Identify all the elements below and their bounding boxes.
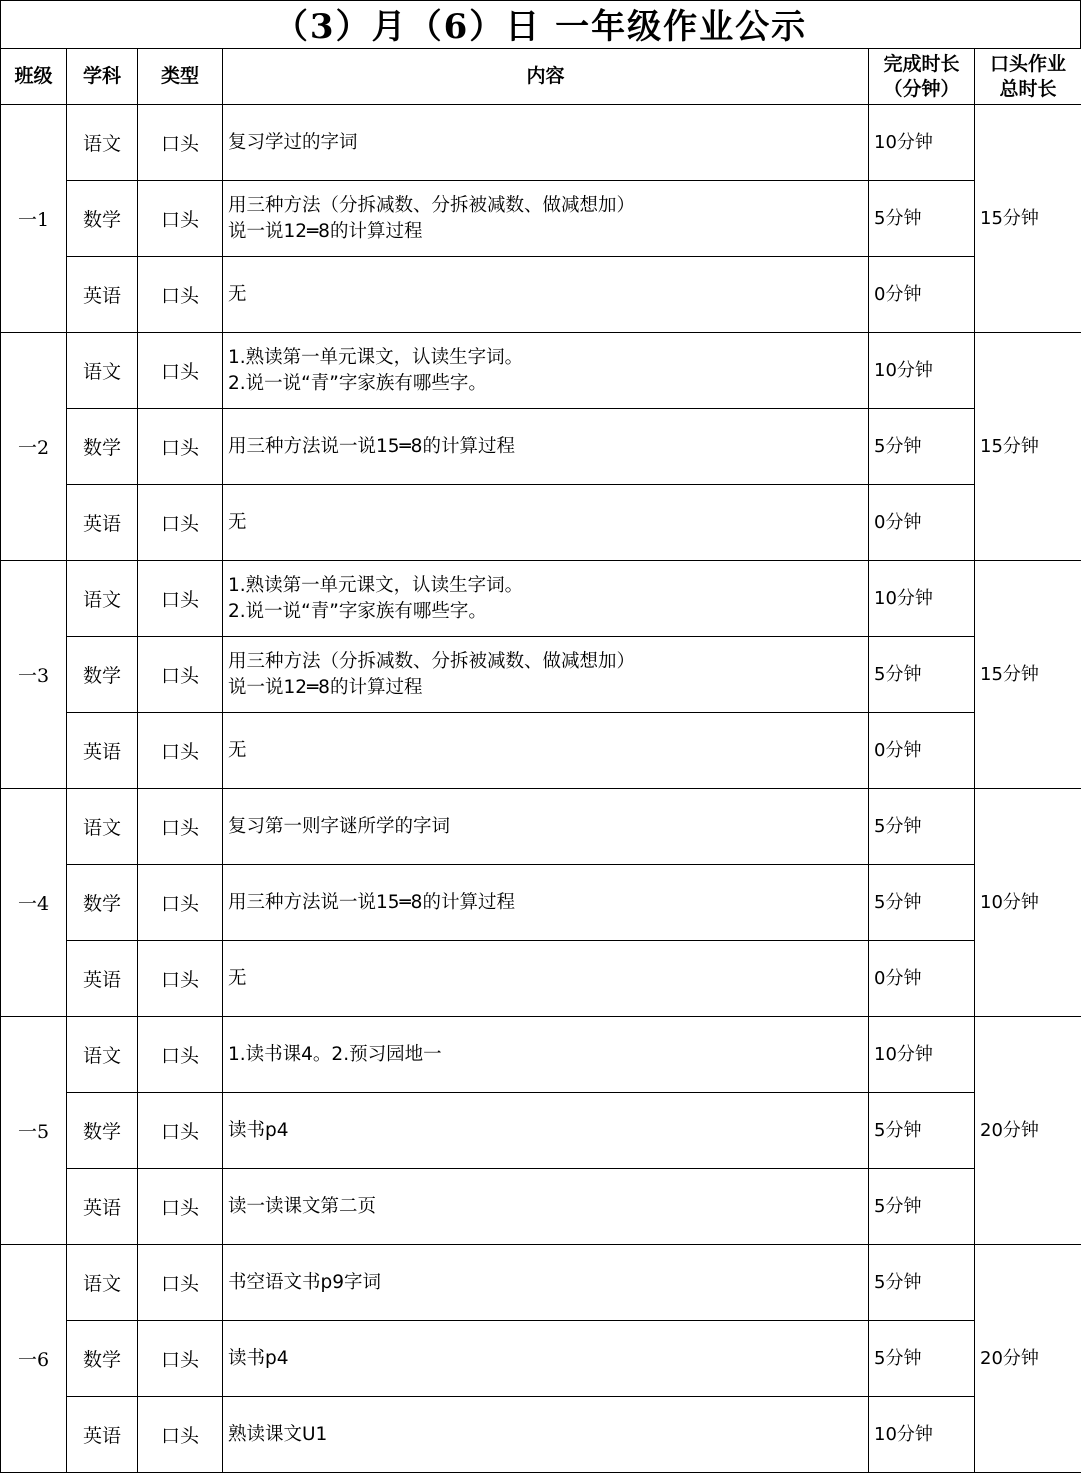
subject-cell: 英语: [67, 257, 138, 333]
duration-cell: 10分钟: [869, 333, 975, 409]
subject-cell: 数学: [67, 865, 138, 941]
table-row: [1, 561, 1081, 637]
table-row: [1, 1321, 1081, 1397]
content-cell: 用三种方法（分拆减数、分拆被减数、做减想加） 说一说12═8的计算过程: [223, 637, 869, 713]
type-cell: 口头: [138, 257, 223, 333]
type-cell: 口头: [138, 181, 223, 257]
class-cell: 一1: [1, 105, 67, 333]
type-cell: 口头: [138, 1017, 223, 1093]
duration-cell: 0分钟: [869, 713, 975, 789]
duration-cell: 0分钟: [869, 257, 975, 333]
table-row: [1, 1397, 1081, 1473]
type-cell: 口头: [138, 1245, 223, 1321]
homework-table: [0, 48, 1081, 1473]
class-cell: 一6: [1, 1245, 67, 1473]
type-cell: 口头: [138, 1169, 223, 1245]
table-row: [1, 105, 1081, 181]
table-row: [1, 1245, 1081, 1321]
header-content: 内容: [223, 49, 869, 105]
subject-cell: 数学: [67, 181, 138, 257]
table-row: [1, 409, 1081, 485]
duration-cell: 5分钟: [869, 1169, 975, 1245]
table-row: [1, 865, 1081, 941]
duration-cell: 5分钟: [869, 1245, 975, 1321]
oral-total-cell: 20分钟: [975, 1017, 1081, 1245]
type-cell: 口头: [138, 941, 223, 1017]
subject-cell: 英语: [67, 713, 138, 789]
type-cell: 口头: [138, 485, 223, 561]
content-cell: 读书p4: [223, 1093, 869, 1169]
duration-cell: 0分钟: [869, 941, 975, 1017]
subject-cell: 语文: [67, 1017, 138, 1093]
content-cell: 复习第一则字谜所学的字词: [223, 789, 869, 865]
content-cell: 1.熟读第一单元课文，认读生字词。 2.说一说“青”字家族有哪些字。: [223, 561, 869, 637]
content-cell: 无: [223, 713, 869, 789]
table-row: [1, 1017, 1081, 1093]
table-body: [1, 105, 1081, 1473]
duration-cell: 10分钟: [869, 105, 975, 181]
table-row: [1, 257, 1081, 333]
subject-cell: 数学: [67, 1093, 138, 1169]
header-row: [1, 49, 1081, 105]
duration-cell: 10分钟: [869, 1397, 975, 1473]
content-cell: 熟读课文U1: [223, 1397, 869, 1473]
subject-cell: 语文: [67, 789, 138, 865]
table-row: [1, 637, 1081, 713]
duration-cell: 5分钟: [869, 1321, 975, 1397]
type-cell: 口头: [138, 865, 223, 941]
content-cell: 无: [223, 485, 869, 561]
type-cell: 口头: [138, 789, 223, 865]
type-cell: 口头: [138, 105, 223, 181]
duration-cell: 5分钟: [869, 181, 975, 257]
oral-total-cell: 10分钟: [975, 789, 1081, 1017]
duration-cell: 5分钟: [869, 789, 975, 865]
header-subject: 学科: [67, 49, 138, 105]
class-cell: 一3: [1, 561, 67, 789]
duration-cell: 10分钟: [869, 1017, 975, 1093]
oral-total-cell: 20分钟: [975, 1245, 1081, 1473]
type-cell: 口头: [138, 1321, 223, 1397]
content-cell: 读书p4: [223, 1321, 869, 1397]
subject-cell: 语文: [67, 105, 138, 181]
content-cell: 读一读课文第二页: [223, 1169, 869, 1245]
table-row: [1, 1093, 1081, 1169]
duration-cell: 5分钟: [869, 865, 975, 941]
type-cell: 口头: [138, 561, 223, 637]
subject-cell: 英语: [67, 1397, 138, 1473]
table-row: [1, 713, 1081, 789]
oral-total-cell: 15分钟: [975, 333, 1081, 561]
duration-cell: 5分钟: [869, 409, 975, 485]
header-oral-total: 口头作业 总时长: [975, 49, 1081, 105]
content-cell: 复习学过的字词: [223, 105, 869, 181]
class-cell: 一5: [1, 1017, 67, 1245]
oral-total-cell: 15分钟: [975, 105, 1081, 333]
subject-cell: 语文: [67, 561, 138, 637]
subject-cell: 语文: [67, 333, 138, 409]
class-cell: 一4: [1, 789, 67, 1017]
header-type: 类型: [138, 49, 223, 105]
table-row: [1, 1169, 1081, 1245]
type-cell: 口头: [138, 333, 223, 409]
subject-cell: 数学: [67, 409, 138, 485]
content-cell: 无: [223, 257, 869, 333]
duration-cell: 0分钟: [869, 485, 975, 561]
table-row: [1, 789, 1081, 865]
table-row: [1, 485, 1081, 561]
subject-cell: 数学: [67, 1321, 138, 1397]
content-cell: 用三种方法（分拆减数、分拆被减数、做减想加） 说一说12═8的计算过程: [223, 181, 869, 257]
header-duration: 完成时长 （分钟）: [869, 49, 975, 105]
type-cell: 口头: [138, 713, 223, 789]
table-row: [1, 181, 1081, 257]
duration-cell: 10分钟: [869, 561, 975, 637]
type-cell: 口头: [138, 1397, 223, 1473]
content-cell: 1.熟读第一单元课文，认读生字词。 2.说一说“青”字家族有哪些字。: [223, 333, 869, 409]
type-cell: 口头: [138, 409, 223, 485]
subject-cell: 语文: [67, 1245, 138, 1321]
oral-total-cell: 15分钟: [975, 561, 1081, 789]
table-row: [1, 333, 1081, 409]
content-cell: 无: [223, 941, 869, 1017]
duration-cell: 5分钟: [869, 1093, 975, 1169]
subject-cell: 英语: [67, 1169, 138, 1245]
class-cell: 一2: [1, 333, 67, 561]
content-cell: 1.读书课4。2.预习园地一: [223, 1017, 869, 1093]
page-title: （3）月（6）日 一年级作业公示: [0, 0, 1081, 48]
table-row: [1, 941, 1081, 1017]
header-class: 班级: [1, 49, 67, 105]
subject-cell: 数学: [67, 637, 138, 713]
subject-cell: 英语: [67, 485, 138, 561]
content-cell: 用三种方法说一说15═8的计算过程: [223, 409, 869, 485]
type-cell: 口头: [138, 637, 223, 713]
duration-cell: 5分钟: [869, 637, 975, 713]
subject-cell: 英语: [67, 941, 138, 1017]
content-cell: 用三种方法说一说15═8的计算过程: [223, 865, 869, 941]
type-cell: 口头: [138, 1093, 223, 1169]
content-cell: 书空语文书p9字词: [223, 1245, 869, 1321]
